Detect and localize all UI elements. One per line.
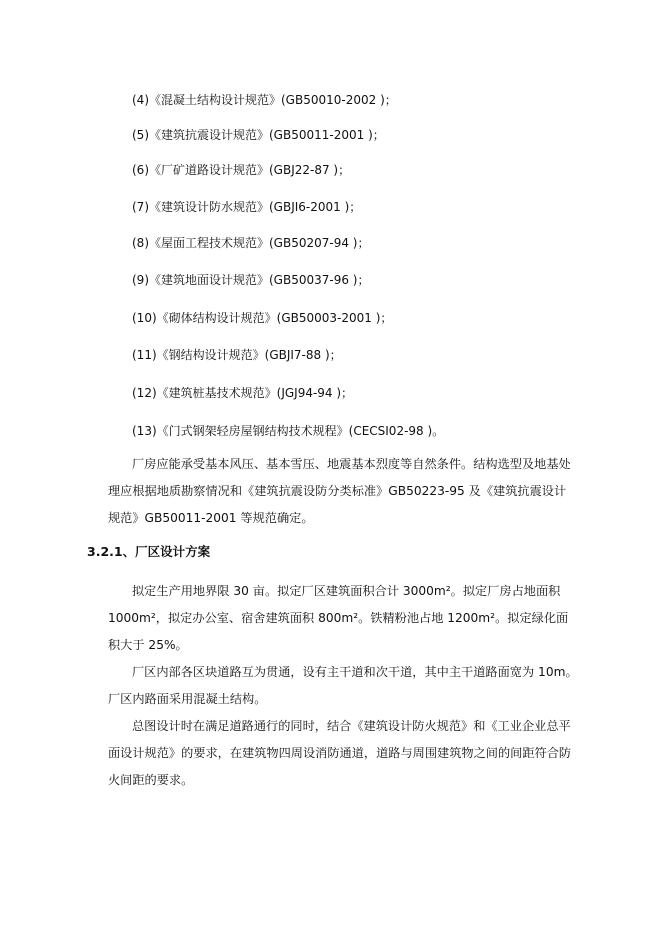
body-paragraph: 总图设计时在满足道路通行的同时，结合《建筑设计防火规范》和《工业企业总平面设计规范》的要求，在建筑物四周设消防通道，道路与周围建筑物之间的间距符合防火间距的要求。 bbox=[108, 719, 572, 787]
reference-item: (6)《厂矿道路设计规范》(GBJ22-87 )； bbox=[132, 163, 351, 177]
reference-item: (9)《建筑地面设计规范》(GB50037-96 )； bbox=[132, 273, 370, 287]
reference-item: (5)《建筑抗震设计规范》(GB50011-2001 )； bbox=[132, 128, 385, 142]
body-paragraph: 厂区内部各区块道路互为贯通，设有主干道和次干道，其中主干道路面宽为 10m。厂区内路面采用混凝土结构。 bbox=[108, 665, 578, 706]
intro-paragraph: 厂房应能承受基本风压、基本雪压、地震基本烈度等自然条件。结构选型及地基处理应根据地质勘察情况和《建筑抗震设防分类标准》GB50223-95 及《建筑抗震设计规范》GB50011-2001 等规范确定。 bbox=[108, 457, 571, 525]
reference-item: (4)《混凝土结构设计规范》(GB50010-2002 )； bbox=[132, 93, 397, 107]
reference-item: (10)《砌体结构设计规范》(GB50003-2001 )； bbox=[132, 311, 393, 325]
reference-item: (8)《屋面工程技术规范》(GB50207-94 )； bbox=[132, 236, 370, 250]
reference-item: (13)《门式钢架轻房屋钢结构技术规程》(CECSI02-98 )。 bbox=[132, 424, 445, 438]
reference-item: (7)《建筑设计防水规范》(GBJI6-2001 )； bbox=[132, 200, 362, 214]
section-heading: 3.2.1、厂区设计方案 bbox=[87, 544, 211, 559]
body-paragraph: 拟定生产用地界限 30 亩。拟定厂区建筑面积合计 3000m²。拟定厂房占地面积 1000m²，拟定办公室、宿舍建筑面积 800m²。铁精粉池占地 1200m²。拟定绿化面积大于 25%。 bbox=[108, 584, 569, 652]
reference-item: (11)《钢结构设计规范》(GBJI7-88 )； bbox=[132, 348, 342, 362]
reference-item: (12)《建筑桩基技术规范》(JGJ94-94 )； bbox=[132, 386, 354, 400]
